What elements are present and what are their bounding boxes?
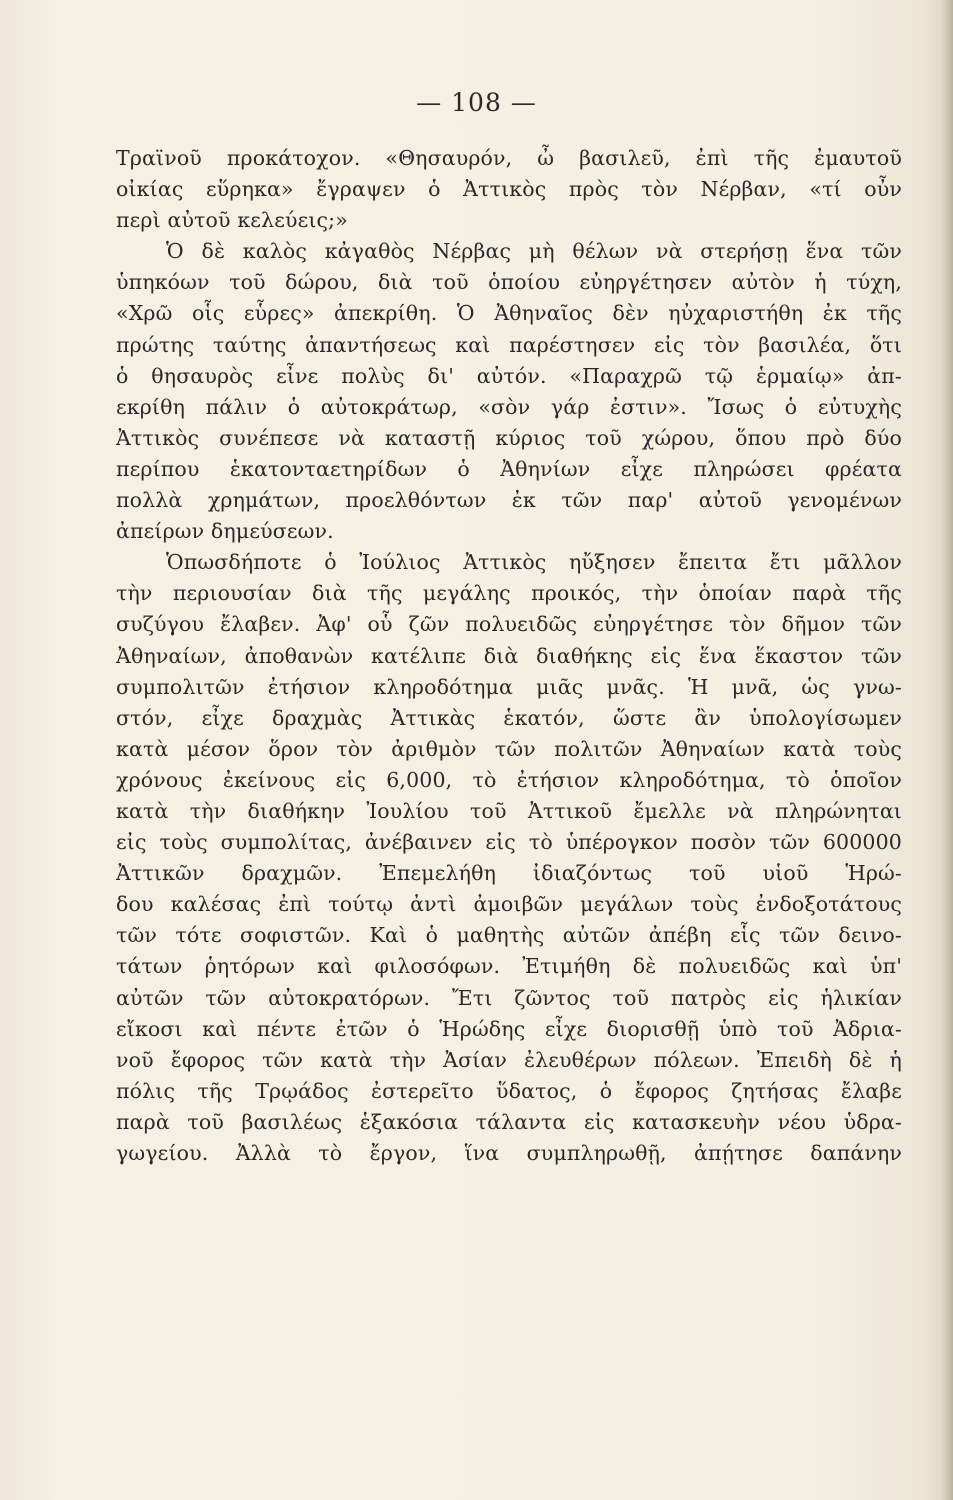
text-line: γωγείου. Ἀλλὰ τὸ ἔργον, ἵνα συμπληρωθῇ, ἀπῄτησε δαπάνην [116,1141,902,1165]
text-line: εκρίθη πάλιν ὁ αὐτοκράτωρ, «σὸν γάρ ἐστιν». Ἴσως ὁ εὐτυχὴς [116,394,902,419]
text-line: δου καλέσας ἐπὶ τούτῳ ἀντὶ ἀμοιβῶν μεγάλων τοὺς ἐνδοξοτάτους [116,892,902,917]
text-line: συζύγου ἔλαβεν. Ἀφ' οὗ ζῶν πολυειδῶς εὐηργέτησε τὸν δῆμον τῶν [116,612,902,637]
text-line: χρόνους ἐκείνους εἰς 6,000, τὸ ἐτήσιον κληροδότημα, τὸ ὁποῖον [116,767,902,792]
text-line: αὐτῶν τῶν αὐτοκρατόρων. Ἔτι ζῶντος τοῦ πατρὸς εἰς ἡλικίαν [116,985,902,1010]
text-line: ὁ θησαυρὸς εἶνε πολὺς δι' αὐτόν. «Παραχρῶ τῷ ἑρμαίῳ» ἀπ- [116,363,902,388]
text-line: ὑπηκόων τοῦ δώρου, διὰ τοῦ ὁποίου εὐηργέτησεν αὐτὸν ἡ τύχη, [116,270,902,295]
text-line: εἴκοσι καὶ πέντε ἐτῶν ὁ Ἡρώδης εἶχε διορισθῇ ὑπὸ τοῦ Ἀδρια- [116,1016,902,1041]
text-line: στόν, εἶχε δραχμὰς Ἀττικὰς ἑκατόν, ὥστε ἂν ὑπολογίσωμεν [116,705,902,730]
text-line: κατὰ τὴν διαθήκην Ἰουλίου τοῦ Ἀττικοῦ ἔμελλε νὰ πληρώνηται [116,798,902,823]
text-line: εἰς τοὺς συμπολίτας, ἀνέβαινεν εἰς τὸ ὑπέρογκον ποσὸν τῶν 600000 [116,830,902,855]
text-line: «Χρῶ οἷς εὗρες» ἀπεκρίθη. Ὁ Ἀθηναῖος δὲν ηὐχαριστήθη ἐκ τῆς [116,301,902,326]
page-number: — 108 — [416,88,537,117]
text-line: οἰκίας εὕρηκα» ἔγραψεν ὁ Ἀττικὸς πρὸς τὸν Νέρβαν, «τί οὖν [116,177,902,202]
text-line: παρὰ τοῦ βασιλέως ἑξακόσια τάλαντα εἰς κατασκευὴν νέου ὑδρα- [116,1109,902,1134]
text-line: πολλὰ χρημάτων, προελθόντων ἐκ τῶν παρ' αὐτοῦ γενομένων [116,488,902,513]
text-line: περὶ αὐτοῦ κελεύεις;» [116,208,348,233]
text-line: τὴν περιουσίαν διὰ τῆς μεγάλης προικός, τὴν ὁποίαν παρὰ τῆς [116,581,902,606]
text-line: συμπολιτῶν ἐτήσιον κληροδότημα μιᾶς μνᾶς. Ἡ μνᾶ, ὡς γνω- [116,674,902,699]
text-line: περίπου ἑκατονταετηρίδων ὁ Ἀθηνίων εἶχε πληρώσει φρέατα [116,456,902,481]
text-line: νοῦ ἔφορος τῶν κατὰ τὴν Ἀσίαν ἐλευθέρων πόλεων. Ἐπειδὴ δὲ ἡ [116,1047,902,1072]
paragraph-start-line: Ὁπωσδήποτε ὁ Ἰούλιος Ἀττικὸς ηὔξησεν ἔπειτα ἔτι μᾶλλον [166,550,902,575]
text-line: τάτων ῥητόρων καὶ φιλοσόφων. Ἐτιμήθη δὲ πολυειδῶς καὶ ὑπ' [116,954,902,979]
text-line: πόλις τῆς Τρῳάδος ἐστερεῖτο ὕδατος, ὁ ἔφορος ζητήσας ἔλαβε [116,1078,902,1103]
text-line: Ἀττικὸς συνέπεσε νὰ καταστῇ κύριος τοῦ χώρου, ὅπου πρὸ δύο [116,425,902,450]
text-line: Ἀττικῶν δραχμῶν. Ἐπεμελήθη ἰδιαζόντως τοῦ υἱοῦ Ἡρώ- [116,861,902,886]
text-line: πρώτης ταύτης ἀπαντήσεως καὶ παρέστησεν εἰς τὸν βασιλέα, ὅτι [116,332,902,357]
page-binding-edge [939,0,953,1500]
text-line: κατὰ μέσον ὅρον τὸν ἀριθμὸν τῶν πολιτῶν Ἀθηναίων κατὰ τοὺς [116,736,902,761]
body-text [116,143,902,1169]
text-line: Ἀθηναίων, ἀποθανὼν κατέλιπε διὰ διαθήκης εἰς ἕνα ἕκαστον τῶν [116,643,902,668]
text-line: Τραϊνοῦ προκάτοχον. «Θησαυρόν, ὦ βασιλεῦ, ἐπὶ τῆς ἐμαυτοῦ [116,146,902,170]
text-line: ἀπείρων δημεύσεων. [116,519,334,544]
text-line: τῶν τότε σοφιστῶν. Καὶ ὁ μαθητὴς αὐτῶν ἀπέβη εἷς τῶν δεινο- [116,923,902,948]
paragraph-start-line: Ὁ δὲ καλὸς κἀγαθὸς Νέρβας μὴ θέλων νὰ στερήσῃ ἕνα τῶν [166,239,902,264]
